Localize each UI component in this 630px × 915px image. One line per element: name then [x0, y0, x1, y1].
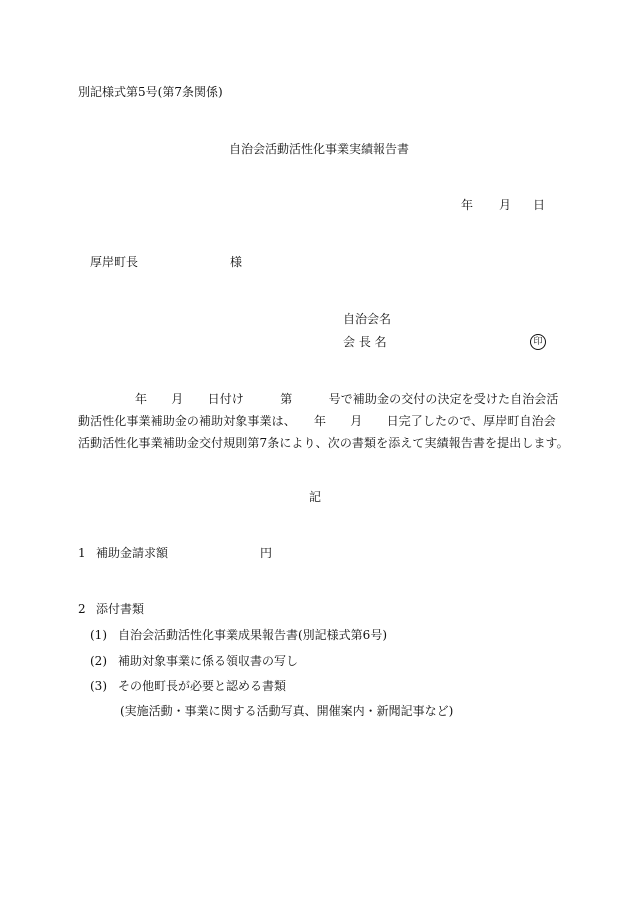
subitem-number: (1) [90, 628, 107, 642]
body-line: 年 月 日付け 第 号で補助金の交付の決定を受けた自治会活 [135, 392, 559, 406]
body-line: 活動活性化事業補助金交付規則第7条により、次の書類を添えて実績報告書を提出します。 [78, 436, 569, 450]
item-2-number: 2 [78, 602, 86, 616]
item-2-label: 添付書類 [96, 602, 145, 616]
form-label: 別記様式第5号(第7条関係) [78, 85, 223, 99]
date-month-label: 月 [499, 198, 512, 212]
subitem-text: 自治会活動活性化事業成果報告書(別記様式第6号) [118, 628, 387, 642]
subitem-number: (3) [90, 679, 107, 693]
addressee-honorific: 様 [230, 255, 243, 269]
president-name-label: 会 長 名 [343, 335, 387, 349]
ki-heading: 記 [309, 490, 322, 504]
subitem-text: 補助対象事業に係る領収書の写し [118, 654, 299, 668]
org-name-label: 自治会名 [343, 312, 392, 326]
body-line: 動活性化事業補助金の補助対象事業は、 年 月 日完了したので、厚岸町自治会 [78, 414, 556, 428]
date-year-label: 年 [461, 198, 474, 212]
item-1-number: 1 [78, 546, 86, 560]
attachment-note: (実施活動・事業に関する活動写真、開催案内・新聞記事など) [120, 704, 454, 718]
subitem-number: (2) [90, 654, 107, 668]
seal-mark: 印 [530, 334, 546, 350]
subitem-text: その他町長が必要と認める書類 [118, 679, 287, 693]
document-title: 自治会活動活性化事業実績報告書 [229, 142, 410, 156]
item-1-label: 補助金請求額 [96, 546, 169, 560]
item-1-unit: 円 [260, 546, 273, 560]
date-day-label: 日 [533, 198, 546, 212]
addressee-name: 厚岸町長 [90, 255, 139, 269]
